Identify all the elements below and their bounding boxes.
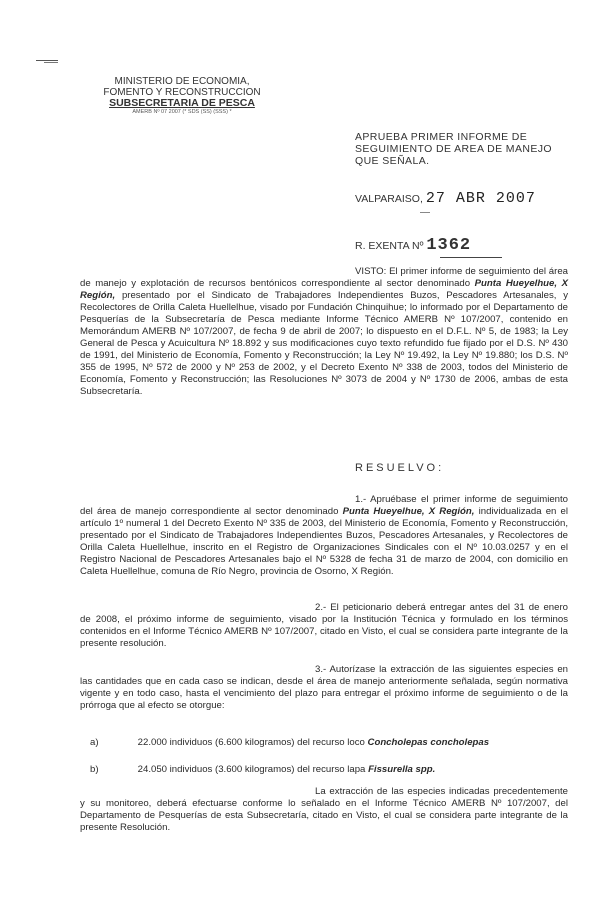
scan-artifact [44, 62, 58, 63]
species-item-b [90, 764, 570, 775]
point-4-paragraph: La extracción de las especies indicadas precedentemente y su monitoreo, deberá efectuarse conforme lo señalado en el Informe Técnico AMERB Nº 107/2007, del Departamento de Pesquerías de esta Subsecretaría, citado en Visto, el cual se considera parte integrante de la presente Resolución. [80, 786, 568, 833]
point-2-paragraph: 2.- El peticionario deberá entregar antes del 31 de enero de 2008, el próximo informe de seguimiento, visado por la Institución Técnica y formulado en los términos contenidos en el Informe Técnico AMERB Nº 107/2007, citado en Visto, el cual se considera parte integrante de la presente resolución. [80, 602, 568, 649]
exenta-label: R. EXENTA Nº [355, 240, 424, 252]
exenta-line [355, 236, 471, 255]
reference-code: AMERB Nº 07 2007 (* SDS (SS) (SSS) * [132, 108, 232, 115]
exenta-underline [440, 257, 502, 258]
item-letter: b) [90, 764, 99, 775]
resuelvo-heading: RESUELVO: [355, 462, 445, 474]
item-species: Concholepas concholepas [367, 737, 490, 748]
subsecretaria-name: SUBSECRETARIA DE PESCA [109, 97, 255, 109]
visto-place: Punta Hueyelhue, X Región, [80, 278, 568, 301]
item-letter: a) [90, 737, 99, 748]
scan-artifact [420, 212, 430, 213]
point-1-place: Punta Hueyelhue, X Región, [342, 506, 475, 517]
date-line [355, 190, 536, 207]
ministry-name: MINISTERIO DE ECONOMIA, [114, 76, 250, 87]
letterhead [82, 77, 282, 116]
visto-lead: VISTO: El primer informe de seguimiento del área de manejo y explotación de recursos bentónicos correspondiente al sector denominado [80, 266, 568, 289]
date-stamp: 27 ABR 2007 [425, 190, 536, 207]
point-1-body: individualizada en el artículo 1º numeral 1 del Decreto Exento Nº 335 de 2003, del Ministerio de Economía, Fomento y Reconstrucción, presentado por el Sindicato de Trabajadores Independientes Buzos, Pescadores Artesanales, y Recolectores de Orilla Caleta Huellelhue, inscrito en el Registro de Organizaciones Sindicales con el Nº 10.03.0257 y en el Registro Nacional de Pescadores Artesanales bajo el Nº 5328 de fecha 31 de marzo de 2004, con domicilio en Caleta Huellelhue, comuna de Río Negro, provincia de Osorno, X Región. [80, 506, 568, 577]
item-text: 22.000 individuos (6.600 kilogramos) del recurso loco [137, 737, 365, 748]
item-text: 24.050 individuos (3.600 kilogramos) del recurso lapa [137, 764, 366, 775]
ministry-name-cont: FOMENTO Y RECONSTRUCCION [103, 86, 261, 98]
date-city: VALPARAISO, [355, 193, 423, 205]
item-species: Fissurella spp. [368, 764, 436, 775]
point-3-paragraph: 3.- Autorízase la extracción de las siguientes especies en las cantidades que en cada caso se indican, desde el área de manejo anteriormente señalada, según normativa vigente y en todo caso, hasta el vencimiento del plazo para entregar el próximo informe de seguimiento o de la prórroga que al efecto se otorgue: [80, 664, 568, 711]
resolution-subject: APRUEBA PRIMER INFORME DE SEGUIMIENTO DE AREA DE MANEJO QUE SEÑALA. [355, 131, 552, 167]
visto-body: presentado por el Sindicato de Trabajadores Independientes Buzos, Pescadores Artesanales, y Recolectores de Orilla Caleta Huellelhue, visado por Fundación Chinquihue; lo informado por el Departamento de Pesquerías de la Subsecretaría de Pesca mediante Informe Técnico AMERB Nº 107/2007, contenido en Memorándum AMERB Nº 107/2007, de fecha 9 de abril de 2007; lo dispuesto en el D.F.L. Nº 5, de 1983; la Ley General de Pesca y Acuicultura Nº 18.892 y sus modificaciones cuyo texto refundido fue fijado por el D.S. Nº 430 de 1991, del Ministerio de Economía, Fomento y Reconstrucción; la Ley Nº 19.492, la Ley Nº 19.880; los D.S. Nº 355 de 1995, Nº 572 de 2000 y Nº 253 de 2002, y el Decreto Exento Nº 338 de 2003, todos del Ministerio de Economía, Fomento y Reconstrucción; las Resoluciones Nº 3073 de 2004 y Nº 1730 de 2006, ambas de esta Subsecretaría. [80, 290, 568, 397]
exenta-number: 1362 [426, 236, 472, 255]
point-1-paragraph [80, 494, 568, 578]
point-1-lead: 1.- Apruébase el primer informe de seguimiento del área de manejo correspondiente al sector denominado [80, 494, 568, 517]
species-item-a [90, 737, 570, 748]
scan-artifact [36, 60, 58, 61]
visto-paragraph [80, 266, 568, 398]
